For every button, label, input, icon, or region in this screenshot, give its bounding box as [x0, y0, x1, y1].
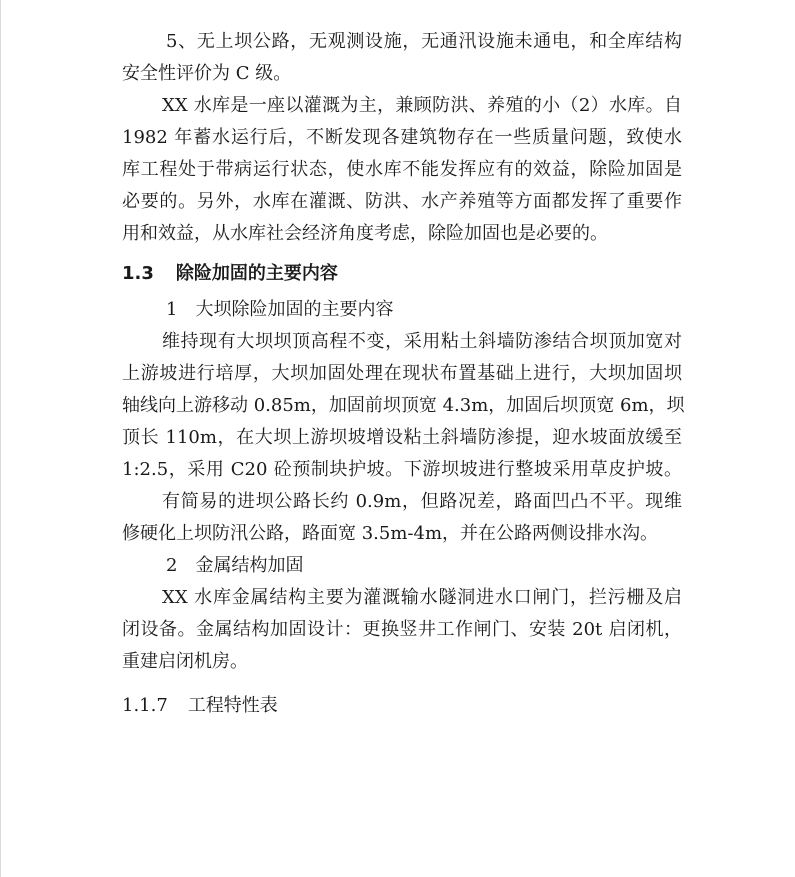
- paragraph-line: 闭设备。金属结构加固设计：更换竖井工作闸门、安装 20t 启闭机，: [122, 619, 682, 640]
- paragraph-line: 1:2.5，采用 C20 砼预制块护坡。下游坝坡进行整坡采用草皮护坡。: [122, 459, 682, 480]
- paragraph-line: 必要的。另外，水库在灌溉、防洪、水产养殖等方面都发挥了重要作: [122, 191, 682, 212]
- section-title: 工程特性表: [187, 695, 278, 716]
- paragraph-line: 用和效益，从水库社会经济角度考虑，除险加固也是必要的。: [122, 223, 608, 244]
- paragraph-line: 安全性评价为 C 级。: [122, 63, 292, 84]
- section-number: 1.3: [122, 263, 154, 284]
- paragraph-line: XX 水库是一座以灌溉为主，兼顾防洪、养殖的小（2）水库。自: [162, 95, 682, 116]
- paragraph-line: 上游坡进行培厚，大坝加固处理在现状布置基础上进行，大坝加固坝: [122, 363, 682, 384]
- paragraph-line: 顶长 110m，在大坝上游坝坡增设粘土斜墙防渗提，迎水坡面放缓至: [122, 427, 682, 448]
- section-title: 除险加固的主要内容: [175, 263, 338, 284]
- page-left-border: [0, 0, 1, 877]
- paragraph-line: XX 水库金属结构主要为灌溉输水隧洞进水口闸门，拦污栅及启: [162, 587, 682, 608]
- paragraph-line: 有简易的进坝公路长约 0.9m，但路况差，路面凹凸不平。现维: [162, 491, 682, 512]
- paragraph-line: 维持现有大坝坝顶高程不变，采用粘土斜墙防渗结合坝顶加宽对: [162, 331, 682, 352]
- paragraph-line: 轴线向上游移动 0.85m，加固前坝顶宽 4.3m，加固后坝顶宽 6m，坝: [122, 395, 685, 416]
- subsection-title: 1 大坝除险加固的主要内容: [166, 299, 394, 320]
- document-body: [122, 26, 685, 722]
- paragraph-line: 1982 年蓄水运行后，不断发现各建筑物存在一些质量问题，致使水: [122, 127, 682, 148]
- paragraph-line: 重建启闭机房。: [122, 651, 248, 672]
- paragraph-line: 5、无上坝公路，无观测设施，无通汛设施未通电，和全库结构: [166, 31, 682, 52]
- section-number: 1.1.7: [122, 695, 168, 716]
- section-heading: [122, 690, 682, 722]
- section-heading: [122, 258, 682, 290]
- paragraph-line: 修硬化上坝防汛公路，路面宽 3.5m-4m，并在公路两侧设排水沟。: [122, 523, 659, 544]
- paragraph-line: 库工程处于带病运行状态，使水库不能发挥应有的效益，除险加固是: [122, 159, 682, 180]
- subsection-title: 2 金属结构加固: [166, 555, 304, 576]
